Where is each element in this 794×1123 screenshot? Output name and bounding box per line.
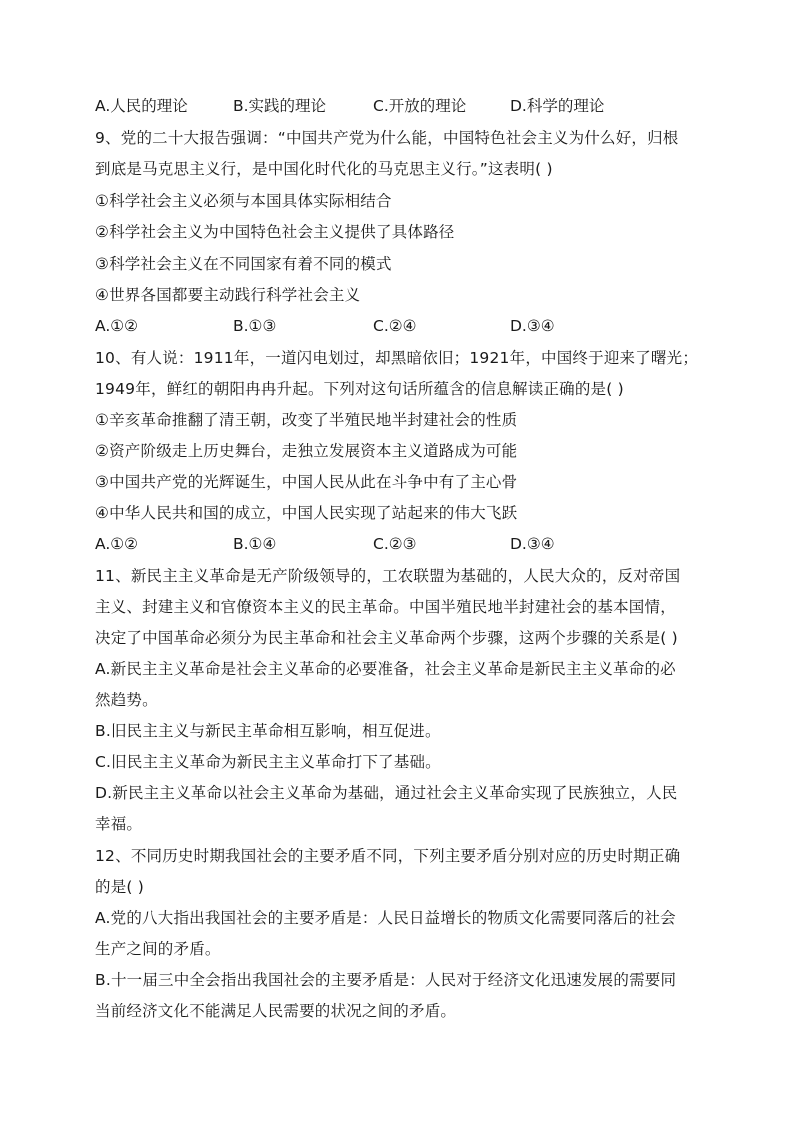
q9-statement-4: ④世界各国都要主动践行科学社会主义 (95, 286, 361, 304)
q8-option-a[interactable]: A.人民的理论 (95, 97, 188, 115)
q10-statement-1: ①辛亥革命推翻了清王朝，改变了半殖民地半封建社会的性质 (95, 411, 518, 429)
q10-option-b[interactable]: B.①④ (233, 535, 277, 553)
q10-stem-line-2: 1949年，鲜红的朝阳冉冉升起。下列对这句话所蕴含的信息解读正确的是( ) (95, 380, 624, 398)
q9-options (95, 316, 705, 336)
q11-choice-a-line-2[interactable]: 然趋势。 (95, 691, 158, 709)
q11-choice-a-line-1[interactable]: A.新民主主义革命是社会主义革命的必要准备，社会主义革命是新民主主义革命的必 (95, 660, 676, 678)
q9-statement-1: ①科学社会主义必须与本国具体实际相结合 (95, 192, 392, 210)
q11-stem-line-2: 主义、封建主义和官僚资本主义的民主革命。中国半殖民地半封建社会的基本国情， (95, 598, 676, 616)
q9-option-b[interactable]: B.①③ (233, 317, 277, 335)
q12-stem-line-2: 的是( ) (95, 878, 145, 896)
q11-choice-d-line-1[interactable]: D.新民主主义革命以社会主义革命为基础，通过社会主义革命实现了民族独立，人民 (95, 784, 678, 802)
q12-choice-a-line-1[interactable]: A.党的八大指出我国社会的主要矛盾是：人民日益增长的物质文化需要同落后的社会 (95, 909, 676, 927)
q8-option-b[interactable]: B.实践的理论 (233, 97, 327, 115)
q9-option-a[interactable]: A.①② (95, 317, 139, 335)
q10-statement-4: ④中华人民共和国的成立，中国人民实现了站起来的伟大飞跃 (95, 504, 518, 522)
q10-statement-2: ②资产阶级走上历史舞台，走独立发展资本主义道路成为可能 (95, 442, 518, 460)
q12-stem-line-1: 12、不同历史时期我国社会的主要矛盾不同，下列主要矛盾分别对应的历史时期正确 (95, 847, 681, 865)
q12-choice-b-line-1[interactable]: B.十一届三中全会指出我国社会的主要矛盾是：人民对于经济文化迅速发展的需要同 (95, 971, 677, 989)
q11-choice-c[interactable]: C.旧民主主义革命为新民主主义革命打下了基础。 (95, 753, 441, 771)
q8-options (95, 96, 705, 116)
q10-options (95, 534, 705, 554)
q9-option-c[interactable]: C.②④ (373, 317, 417, 335)
q9-stem-line-2: 到底是马克思主义行，是中国化时代化的马克思主义行。”这表明( ) (95, 160, 553, 178)
q10-option-c[interactable]: C.②③ (373, 535, 417, 553)
q8-option-c[interactable]: C.开放的理论 (373, 97, 467, 115)
q12-choice-b-line-2[interactable]: 当前经济文化不能满足人民需要的状况之间的矛盾。 (95, 1002, 457, 1020)
q11-choice-d-line-2[interactable]: 幸福。 (95, 815, 143, 833)
q10-option-a[interactable]: A.①② (95, 535, 139, 553)
q9-statement-2: ②科学社会主义为中国特色社会主义提供了具体路径 (95, 223, 455, 241)
q9-statement-3: ③科学社会主义在不同国家有着不同的模式 (95, 255, 392, 273)
q12-choice-a-line-2[interactable]: 生产之间的矛盾。 (95, 940, 221, 958)
q9-option-d[interactable]: D.③④ (510, 317, 555, 335)
q11-choice-b[interactable]: B.旧民主主义与新民主革命相互影响，相互促进。 (95, 722, 441, 740)
q10-statement-3: ③中国共产党的光辉诞生，中国人民从此在斗争中有了主心骨 (95, 473, 518, 491)
q11-stem-line-1: 11、新民主主义革命是无产阶级领导的，工农联盟为基础的，人民大众的，反对帝国 (95, 567, 681, 585)
q11-stem-line-3: 决定了中国革命必须分为民主革命和社会主义革命两个步骤，这两个步骤的关系是( ) (95, 629, 678, 647)
q10-option-d[interactable]: D.③④ (510, 535, 555, 553)
q9-stem-line-1: 9、党的二十大报告强调：“中国共产党为什么能，中国特色社会主义为什么好，归根 (95, 129, 679, 147)
q8-option-d[interactable]: D.科学的理论 (510, 97, 605, 115)
q10-stem-line-1: 10、有人说：1911年，一道闪电划过，却黑暗依旧；1921年，中国终于迎来了曙光； (95, 349, 699, 367)
